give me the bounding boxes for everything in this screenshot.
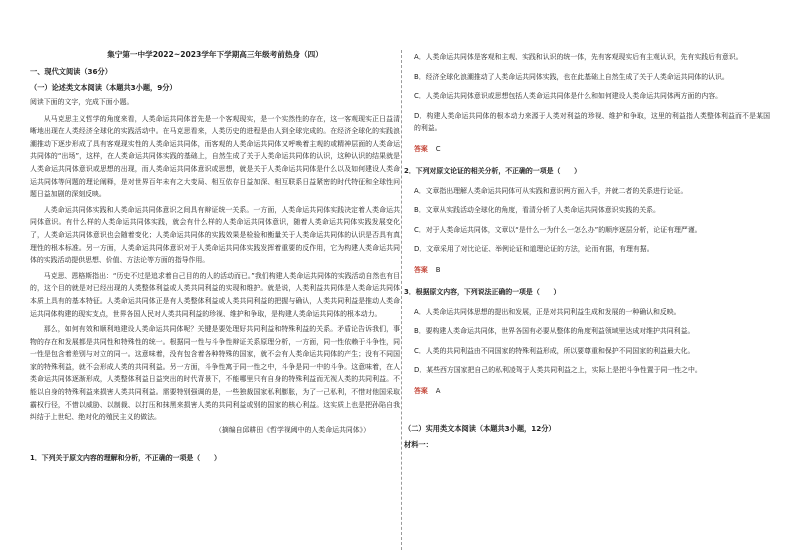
section-subheading-argument: （一）论述类文本阅读（本题共3小题，9分） [30, 83, 177, 92]
q1-option-c: C．人类命运共同体意识或思想包括人类命运共同体是什么和如何建设人类命运共同体两方面的内容。 [414, 92, 722, 101]
q3-option-d: D．某些西方国家把自己的私利凌驾于人类共同利益之上，实际上是把斗争性置于同一性之中。 [414, 366, 702, 375]
q2-option-d: D．文章采用了对比论证、举例论证和道理论证的方法，论而有据，有理有据。 [414, 245, 654, 254]
left-column [30, 44, 400, 546]
answer-value: A [435, 386, 441, 395]
question-3: 3．根据原文内容，下列说法正确的一项是（ ） [404, 287, 561, 296]
source-citation: （摘编自邱耕田《哲学视阈中的人类命运共同体》） [214, 425, 370, 434]
q1-answer [404, 143, 770, 155]
q2-answer [404, 264, 770, 276]
paragraph-4: 那么，如何有效和顺利地建设人类命运共同体呢？关键是要处理好共同利益和特殊利益的关系。矛盾论告诉我们，事物的存在和发展都是共同性和特殊性的统一。根据同一性与斗争性辩证关系原理分析，一方面，同一性依赖于斗争性，同一性是包含着差别与对立的同一。这意味着，没有包含着各种特殊的国家，就不会有人类命运共同体的产生；没有不同国家的特殊利益，就不会形成人类的共同利益。另一方面，斗争性寓于同一性之中，斗争是同一中的斗争。这意味着，在人类命运共同体逐渐形成，人类整体利益日益突出的时代背景下，不能哪里只有自身的特殊利益而无视人类的共同利益。不能以自身的特殊利益来损害人类共同利益。需要特别强调的是，一些独裁国家私利膨胀，为了一己私利，不惜对他国采取霸权行径，不惜以威胁、以制裁、以打压和抹黑来损害人类的共同利益或别的国家的核心利益。这实质上也是把孙陷自我纠结于上世纪、绝对化的殖民主义的做法。 [30, 325, 400, 422]
paragraph-3: 马克思、恩格斯指出：“历史不过是追求着自己目的的人的活动而已。”我们构建人类命运共同体的实践活动自然也有目的，这个目的就是对已经出现的人类整体利益或人类共同利益的实现和维护。就是说，人类利益共同体是人类命运共同体本质上具有的基本特征。人类命运共同体正是有人类整体利益或人类共同利益的把握与确认，人类共同利益是推动人类命运共同体构建的现实支点，世界各国人民对人类共同利益的珍视、维护和争取，是构建人类命运共同体的根本动力。 [30, 271, 400, 318]
q2-option-a: A．文章指出理解人类命运共同体可从实践和意识两方面入手，并就二者的关系进行论证。 [414, 186, 688, 195]
q3-option-a: A．人类命运共同体思想的提出和发展，正是对共同利益生成和发展的一种确认和反映。 [414, 307, 681, 316]
q1-option-a: A．人类命运共同体是客观和主观、实践和认识的统一体，先有客观现实后有主观认识，先有实践后有意识。 [414, 53, 743, 61]
page-title: 集宁第一中学2022~2023学年下学期高三年级考前热身（四） [107, 50, 323, 59]
paragraph-2: 人类命运共同体实践和人类命运共同体意识之间具有辩证统一关系。一方面，人类命运共同体实践决定着人类命运共同体意识。有什么样的人类命运共同体实践，就会有什么样的人类命运共同体意识，随着人类命运共同体实践发展变化了，人类命运共同体意识也会随着变化；人类命运共同体的实践效果是检验和衡量关于人类命运共同体的认识是否具有真理性的根本标准。另一方面，人类命运共同体意识对于人类命运共同体实践发挥着重要的反作用，它为构建人类命运共同体的实践活动提供思想、价值、方法论等方面的指导作用。 [30, 205, 400, 265]
question-1: 1．下列关于原文内容的理解和分析，不正确的一项是（ ） [30, 454, 221, 463]
answer-tag: 答案 [414, 265, 428, 274]
q3-option-c: C．人类的共同利益由不同国家的特殊利益形成，所以要尊重和保护不同国家的利益最大化。 [414, 346, 695, 355]
section-heading-modern-reading: 一、现代文阅读（36分） [30, 67, 112, 76]
column-divider [401, 50, 402, 550]
section-heading-practical: （二）实用类文本阅读（本题共3小题，12分） [404, 423, 556, 433]
q1-option-b: B．经济全球化浪潮推动了人类命运共同体实践，也在此基础上自然生成了关于人类命运共同体的认识。 [414, 72, 729, 81]
q3-answer [404, 385, 770, 397]
instruction-text: 阅读下面的文字，完成下面小题。 [30, 98, 134, 106]
answer-value: B [435, 265, 441, 274]
paragraph-1: 从马克思主义哲学的角度来看，人类命运共同体首先是一个客观现实，是一个实然性的存在，这一客观现实正日益清晰地出现在人类经济全球化的实践活动中。在马克思看来，人类历史的进程是由人到全球完成的。在经济全球化的实践浪潮推动下逐步形成了具有客观现实性的人类命运共同体，而客观的人类命运共同体又呼唤着主观的或精神层面的人类命运共同体的“出场”，这样，在人类命运共同体实践的基础上，自然生成了关于人类命运共同体的认识，这种认识的结果就是人类命运共同体意识或思想的出现，而人类命运共同体意识或思想，就是关于人类命运共同体是什么以及如何建设人类命运共同体等问题的理论阐释，是对世界百年未有之大变局、相互依存日益加深、相互联系日益紧密的时代特征和全球性问题日益加剧的深刻反映。 [30, 114, 400, 199]
answer-value: C [435, 144, 441, 153]
q3-option-b: B．要构建人类命运共同体，世界各国有必要从整体的角度利益领域里达成对维护共同利益。 [414, 327, 695, 336]
material-label: 材料一： [404, 439, 433, 449]
right-column [404, 44, 770, 546]
q2-option-b: B．文章从实践活动全球化的角度，看清分析了人类命运共同体意识实践的关系。 [414, 206, 660, 215]
q2-option-c: C．对于人类命运共同体，文章以“是什么一为什么一怎么办”的顺序逐层分析，论证有理严谨。 [414, 225, 702, 234]
answer-tag: 答案 [414, 144, 428, 153]
q1-option-d: D．构建人类命运共同体的根本动力来源于人类对利益的珍视、维护和争取，这里的利益指人类整体利益而不是某国的利益。 [414, 111, 770, 133]
question-2: 2．下列对原文论证的相关分析，不正确的一项是（ ） [404, 166, 582, 175]
answer-tag: 答案 [414, 386, 428, 395]
